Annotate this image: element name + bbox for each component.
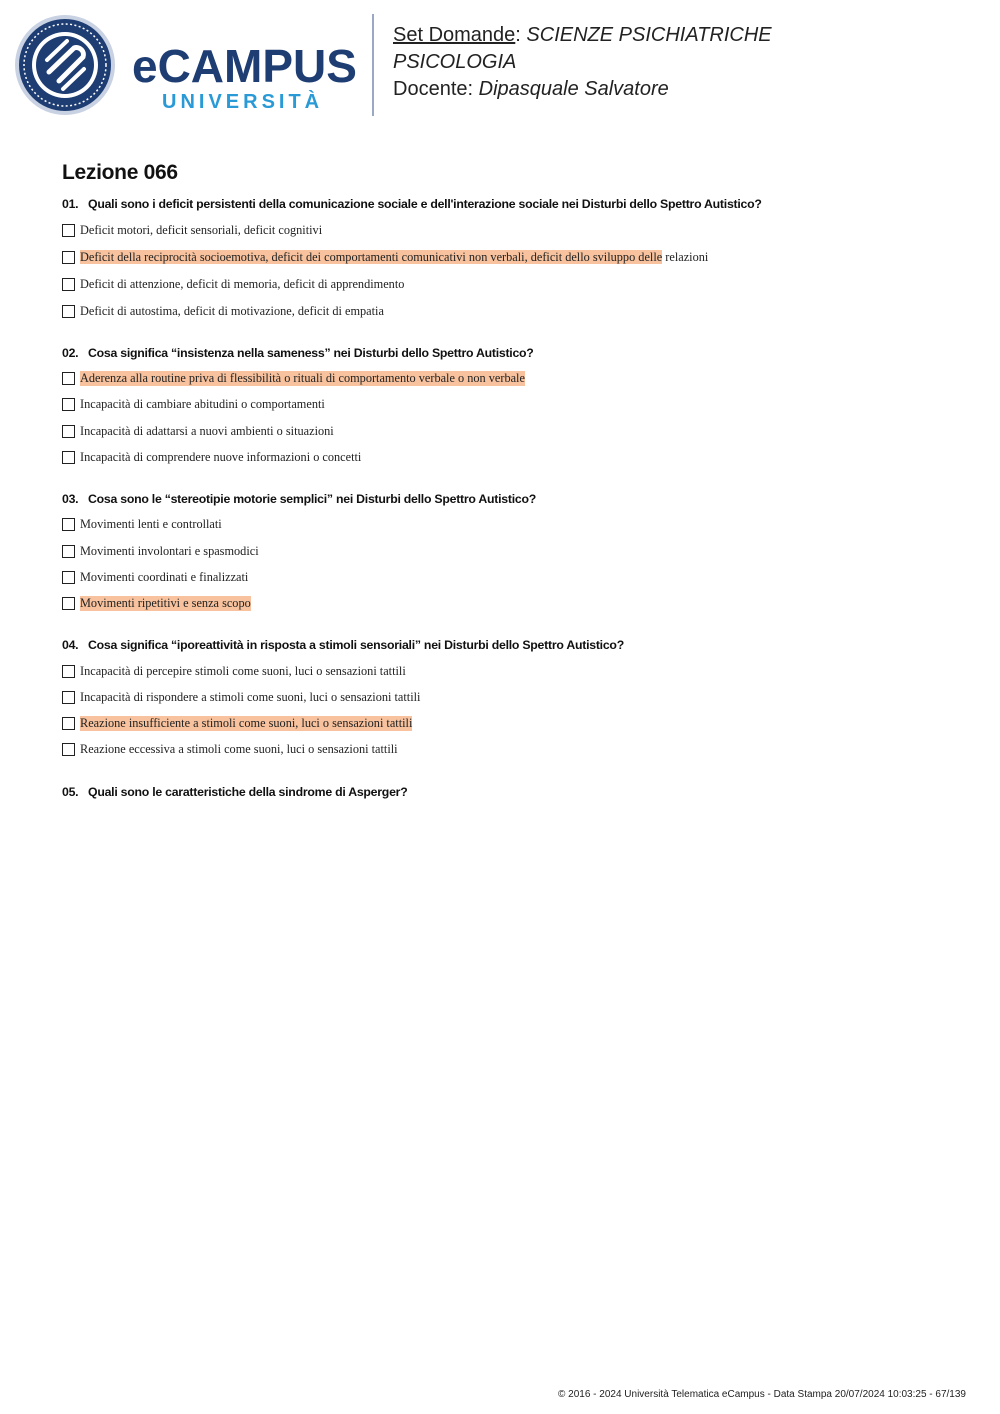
question-text: Quali sono i deficit persistenti della comunicazione sociale e dell'interazione sociale nei Disturbi dello Spettro Autistico? <box>88 197 762 211</box>
option-4-2[interactable] <box>62 688 420 706</box>
lesson-title: Lezione 066 <box>62 161 178 184</box>
checkbox[interactable] <box>62 665 75 678</box>
option-text: Reazione eccessiva a stimoli come suoni, luci o sensazioni tattili <box>80 741 398 756</box>
option-3-3[interactable] <box>62 568 248 586</box>
question-5 <box>62 785 407 799</box>
option-text: Incapacità di rispondere a stimoli come suoni, luci o sensazioni tattili <box>80 689 421 704</box>
option-text: Incapacità di cambiare abitudini o comportamenti <box>80 396 325 411</box>
page-footer: © 2016 - 2024 Università Telematica eCampus - Data Stampa 20/07/2024 10:03:25 - 67/139 <box>558 1389 966 1400</box>
option-text: Deficit motori, deficit sensoriali, deficit cognitivi <box>80 222 323 237</box>
question-number: 05. <box>62 785 79 799</box>
question-text: Cosa significa “insistenza nella sameness” nei Disturbi dello Spettro Autistico? <box>88 346 534 360</box>
option-1-4[interactable] <box>62 302 384 320</box>
option-text-tail: relazioni <box>662 249 709 264</box>
option-1-1[interactable] <box>62 221 322 239</box>
question-3 <box>62 492 536 506</box>
teacher-name: Dipasquale Salvatore <box>478 78 669 100</box>
question-1 <box>62 197 762 211</box>
option-text: Incapacità di percepire stimoli come suoni, luci o sensazioni tattili <box>80 663 406 678</box>
option-text-highlighted: Aderenza alla routine priva di flessibilità o rituali di comportamento verbale o non verbale <box>80 370 525 385</box>
ecampus-wordmark-logo <box>132 40 362 116</box>
set-value-line2: PSICOLOGIA <box>393 51 517 73</box>
checkbox[interactable] <box>62 717 75 730</box>
checkbox[interactable] <box>62 597 75 610</box>
option-2-3[interactable] <box>62 422 334 440</box>
option-text-highlighted: Movimenti ripetitivi e senza scopo <box>80 595 251 610</box>
question-number: 02. <box>62 346 79 360</box>
set-value-line1: SCIENZE PSICHIATRICHE <box>526 24 772 46</box>
checkbox[interactable] <box>62 425 75 438</box>
checkbox[interactable] <box>62 545 75 558</box>
question-2 <box>62 346 534 360</box>
option-2-4[interactable] <box>62 448 361 466</box>
option-4-1[interactable] <box>62 662 406 680</box>
option-1-2[interactable] <box>62 248 708 266</box>
question-number: 04. <box>62 638 79 652</box>
checkbox[interactable] <box>62 305 75 318</box>
checkbox[interactable] <box>62 251 75 264</box>
checkbox[interactable] <box>62 691 75 704</box>
set-label: Set Domande <box>393 24 516 46</box>
question-text: Quali sono le caratteristiche della sindrome di Asperger? <box>88 785 408 799</box>
option-text: Incapacità di adattarsi a nuovi ambienti o situazioni <box>80 423 334 438</box>
option-3-4[interactable] <box>62 594 251 612</box>
question-text: Cosa sono le “stereotipie motorie semplici” nei Disturbi dello Spettro Autistico? <box>88 492 537 506</box>
option-text-highlighted: Deficit della reciprocità socioemotiva, deficit dei comportamenti comunicativi non verbali, deficit dello sviluppo delle <box>80 249 663 264</box>
checkbox[interactable] <box>62 398 75 411</box>
question-text: Cosa significa “iporeattività in risposta a stimoli sensoriali” nei Disturbi dello Spettro Autistico? <box>88 638 624 652</box>
header-divider <box>372 14 374 116</box>
option-text: Deficit di autostima, deficit di motivazione, deficit di empatia <box>80 303 384 318</box>
ecampus-seal-logo <box>14 14 116 116</box>
option-text-highlighted: Reazione insufficiente a stimoli come suoni, luci o sensazioni tattili <box>80 715 413 730</box>
option-text: Movimenti involontari e spasmodici <box>80 543 259 558</box>
checkbox[interactable] <box>62 278 75 291</box>
header-meta: Set Domande: SCIENZE PSICHIATRICHE PSICOLOGIA Docente: Dipasquale Salvatore <box>393 24 772 100</box>
option-3-1[interactable] <box>62 515 222 533</box>
page-header <box>0 0 1000 130</box>
option-text: Movimenti coordinati e finalizzati <box>80 569 249 584</box>
logo-sub: UNIVERSITÀ <box>162 91 324 113</box>
checkbox[interactable] <box>62 571 75 584</box>
option-3-2[interactable] <box>62 542 259 560</box>
question-number: 03. <box>62 492 79 506</box>
checkbox[interactable] <box>62 743 75 756</box>
option-4-3[interactable] <box>62 714 412 732</box>
checkbox[interactable] <box>62 518 75 531</box>
question-number: 01. <box>62 197 79 211</box>
teacher-label: Docente: <box>393 78 474 100</box>
question-4 <box>62 638 624 652</box>
checkbox[interactable] <box>62 224 75 237</box>
option-2-1[interactable] <box>62 369 525 387</box>
option-text: Incapacità di comprendere nuove informazioni o concetti <box>80 449 362 464</box>
option-1-3[interactable] <box>62 275 404 293</box>
option-4-4[interactable] <box>62 740 398 758</box>
logo-brand: eCAMPUS <box>132 40 357 92</box>
option-text: Movimenti lenti e controllati <box>80 516 222 531</box>
checkbox[interactable] <box>62 372 75 385</box>
option-2-2[interactable] <box>62 395 325 413</box>
checkbox[interactable] <box>62 451 75 464</box>
option-text: Deficit di attenzione, deficit di memoria, deficit di apprendimento <box>80 276 405 291</box>
